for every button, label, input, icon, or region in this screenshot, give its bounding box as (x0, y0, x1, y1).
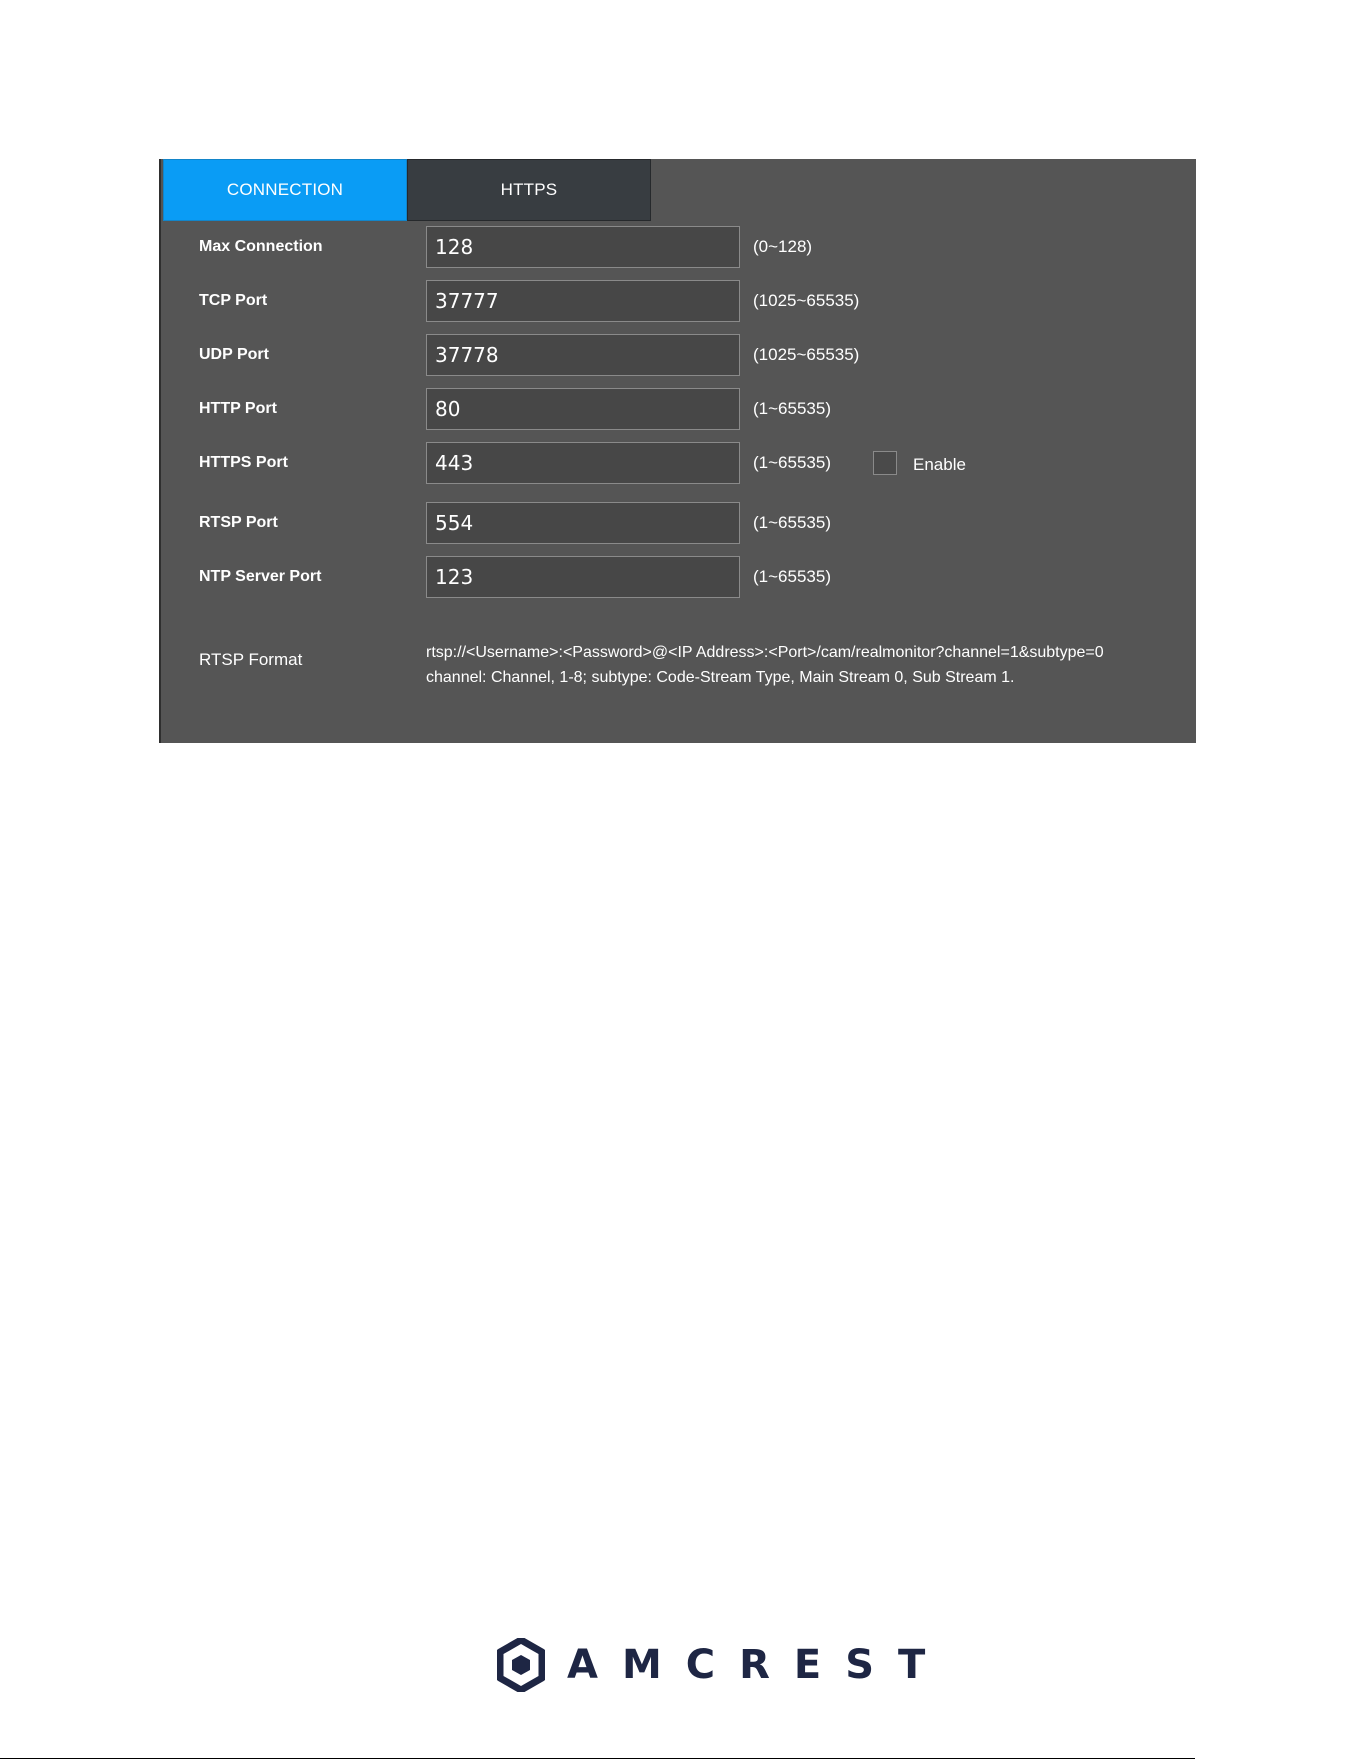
rtsp-port-label: RTSP Port (199, 514, 278, 531)
amcrest-hexagon-icon (497, 1638, 545, 1692)
rtsp-port-input[interactable] (426, 502, 740, 544)
ntp-server-port-input[interactable] (426, 556, 740, 598)
tab-https[interactable]: HTTPS (407, 159, 651, 221)
rtsp-format-label: RTSP Format (199, 650, 303, 669)
https-port-label: HTTPS Port (199, 454, 288, 471)
rtsp-format-url: rtsp://<Username>:<Password>@<IP Address>:<Port>/cam/realmonitor?channel=1&subtype=0 (426, 644, 1104, 661)
udp-port-range: (1025~65535) (753, 345, 860, 364)
rtsp-format-description: channel: Channel, 1-8; subtype: Code-Stream Type, Main Stream 0, Sub Stream 1. (426, 669, 1015, 686)
ntp-server-port-row (161, 556, 1196, 598)
tcp-port-input[interactable] (426, 280, 740, 322)
rtsp-format-text (426, 640, 1186, 690)
max-connection-range: (0~128) (753, 237, 813, 256)
https-enable-label[interactable]: Enable (913, 455, 966, 474)
ntp-server-port-range: (1~65535) (753, 567, 831, 586)
network-connection-panel (159, 159, 1196, 743)
max-connection-label: Max Connection (199, 238, 323, 255)
udp-port-row (161, 334, 1196, 376)
amcrest-wordmark: AMCREST (567, 1642, 950, 1688)
udp-port-input[interactable] (426, 334, 740, 376)
rtsp-port-row (161, 502, 1196, 544)
footer-divider (0, 1758, 1195, 1759)
amcrest-logo (497, 1638, 949, 1692)
tab-bar (163, 159, 651, 221)
https-port-row (161, 442, 1196, 484)
tcp-port-range: (1025~65535) (753, 291, 860, 310)
tab-connection[interactable]: CONNECTION (163, 159, 407, 221)
udp-port-label: UDP Port (199, 346, 269, 363)
http-port-range: (1~65535) (753, 399, 831, 418)
https-port-range: (1~65535) (753, 453, 831, 472)
http-port-label: HTTP Port (199, 400, 277, 417)
http-port-row (161, 388, 1196, 430)
rtsp-port-range: (1~65535) (753, 513, 831, 532)
ntp-server-port-label: NTP Server Port (199, 568, 322, 585)
https-enable-checkbox[interactable] (873, 451, 897, 475)
tcp-port-label: TCP Port (199, 292, 268, 309)
https-port-input[interactable] (426, 442, 740, 484)
http-port-input[interactable] (426, 388, 740, 430)
max-connection-input[interactable] (426, 226, 740, 268)
tcp-port-row (161, 280, 1196, 322)
max-connection-row (161, 226, 1196, 268)
